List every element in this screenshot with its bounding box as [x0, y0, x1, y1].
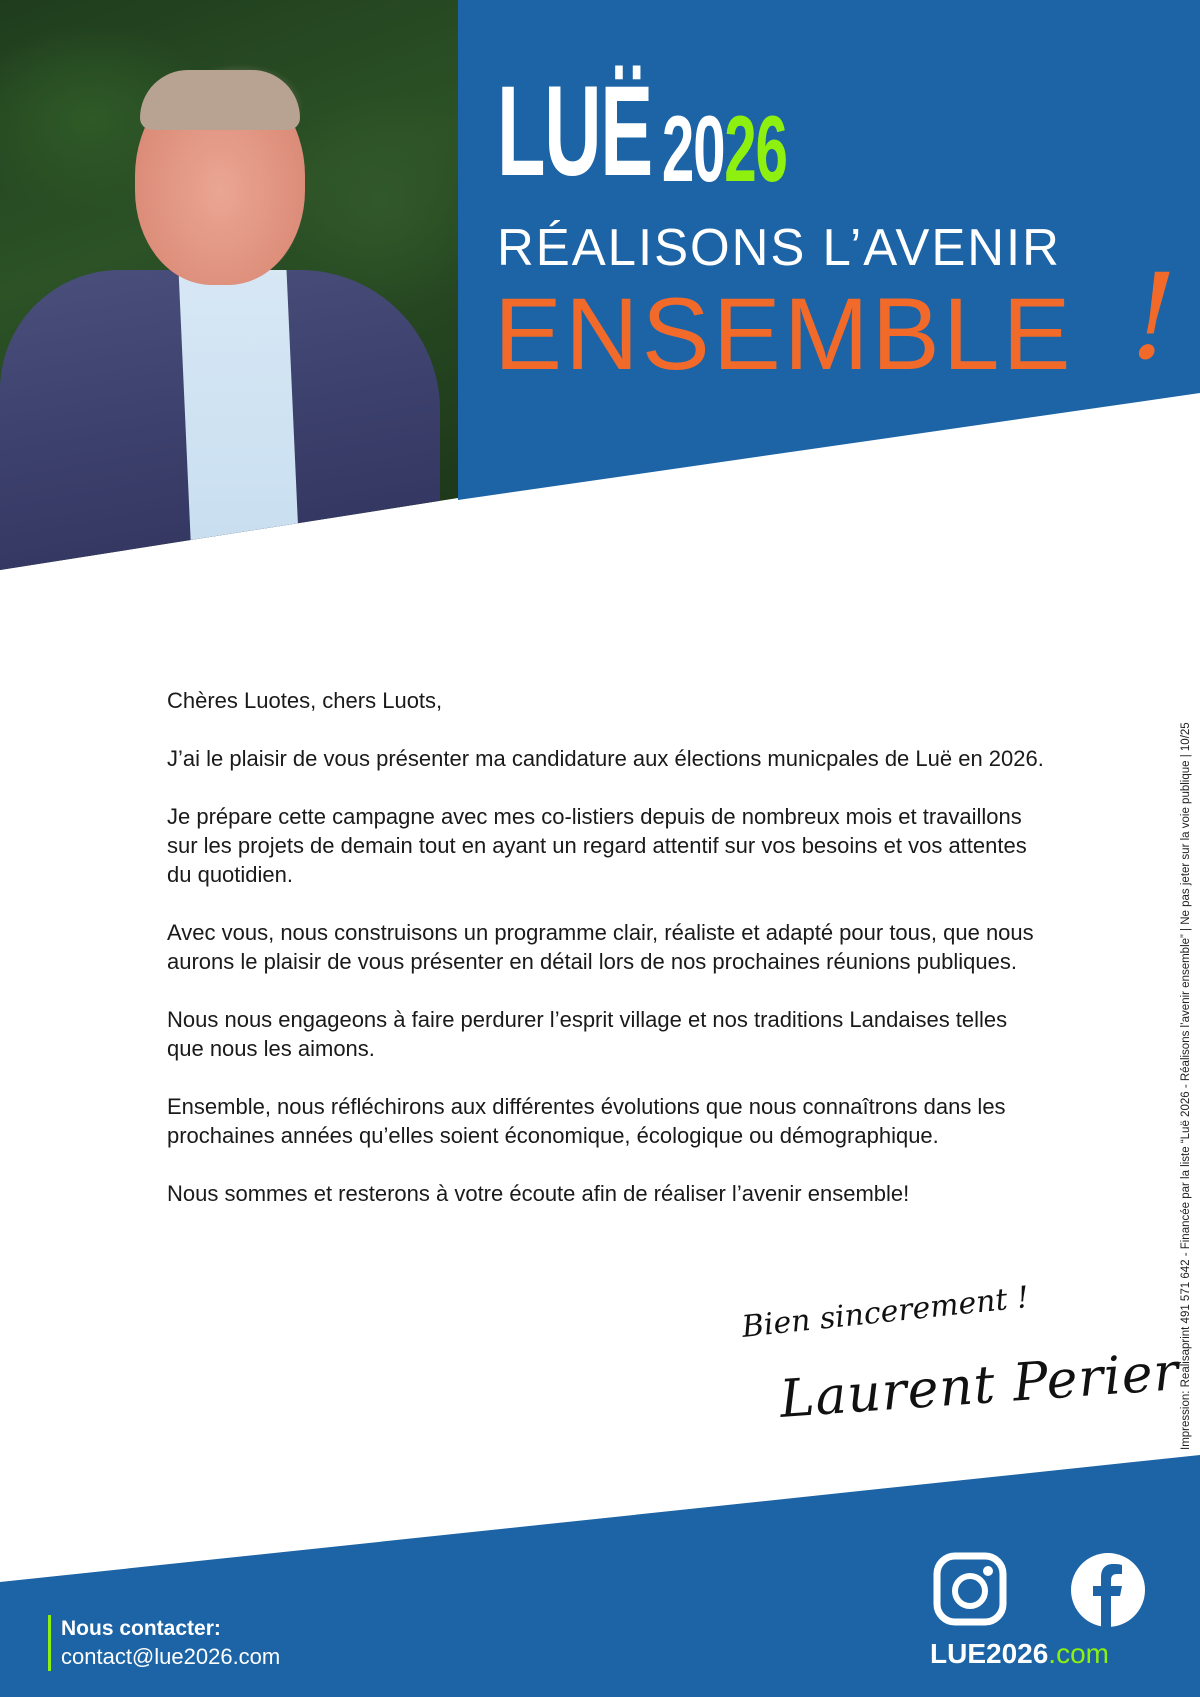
legal-notice: Impression: Realisaprint 491 571 642 - Financée par la liste “Luë 2026 - Réalisons l’avenir ensemble” | Ne pas jeter sur la voie publique | 10/25 — [1180, 722, 1192, 1450]
slogan-exclamation: ! — [1130, 248, 1178, 386]
tagline: RÉALISONS L’AVENIR — [497, 219, 1061, 277]
signature: Laurent Perier — [777, 1342, 1182, 1430]
contact-label: Nous contacter: — [61, 1617, 221, 1640]
letter-paragraph: Avec vous, nous construisons un programme clair, réaliste et adapté pour tous, que nous aurons le plaisir de vous présenter en détail lors de nos prochaines réunions publiques. — [167, 920, 1034, 974]
letter-paragraph: Nous nous engageons à faire perdurer l’esprit village et nos traditions Landaises telles que nous les aimons. — [167, 1007, 1008, 1061]
candidate-photo — [0, 0, 458, 570]
contact-block — [48, 1615, 280, 1671]
website-link[interactable] — [930, 1638, 1109, 1670]
letter-greeting: Chères Luotes, chers Luots, — [167, 688, 443, 713]
slogan: ENSEMBLE — [494, 277, 1074, 391]
title-year-green: 26 — [724, 96, 787, 201]
facebook-icon[interactable] — [1070, 1552, 1146, 1633]
title-lue: LUË — [497, 60, 652, 203]
website-tld: .com — [1048, 1638, 1109, 1669]
contact-email-link[interactable]: contact@lue2026.com — [61, 1644, 281, 1669]
letter-paragraph: J’ai le plaisir de vous présenter ma candidature aux élections municpales de Luë en 2026. — [167, 746, 1044, 771]
instagram-icon[interactable] — [933, 1552, 1007, 1631]
social-links — [930, 1552, 1150, 1632]
photo-hair — [140, 70, 300, 130]
title-year-white: 20 — [661, 96, 725, 201]
letter-paragraph: Nous sommes et resterons à votre écoute afin de réaliser l’avenir ensemble! — [167, 1181, 910, 1206]
logo-title — [497, 60, 787, 203]
website-name: LUE2026 — [930, 1638, 1049, 1669]
letter-paragraph: Je prépare cette campagne avec mes co-listiers depuis de nombreux mois et travaillons sur les projets de demain tout en ayant un regard attentif sur vos besoins et vos attentes du quotidien. — [167, 804, 1027, 887]
title-year — [661, 96, 787, 201]
letter-paragraph: Ensemble, nous réfléchirons aux différentes évolutions que nous connaîtrons dans les prochaines années qu’elles soient économique, écologique ou démographique. — [167, 1094, 1006, 1148]
letter-closing: Bien sincerement ! — [740, 1279, 1031, 1345]
letter-body — [167, 686, 1047, 1237]
